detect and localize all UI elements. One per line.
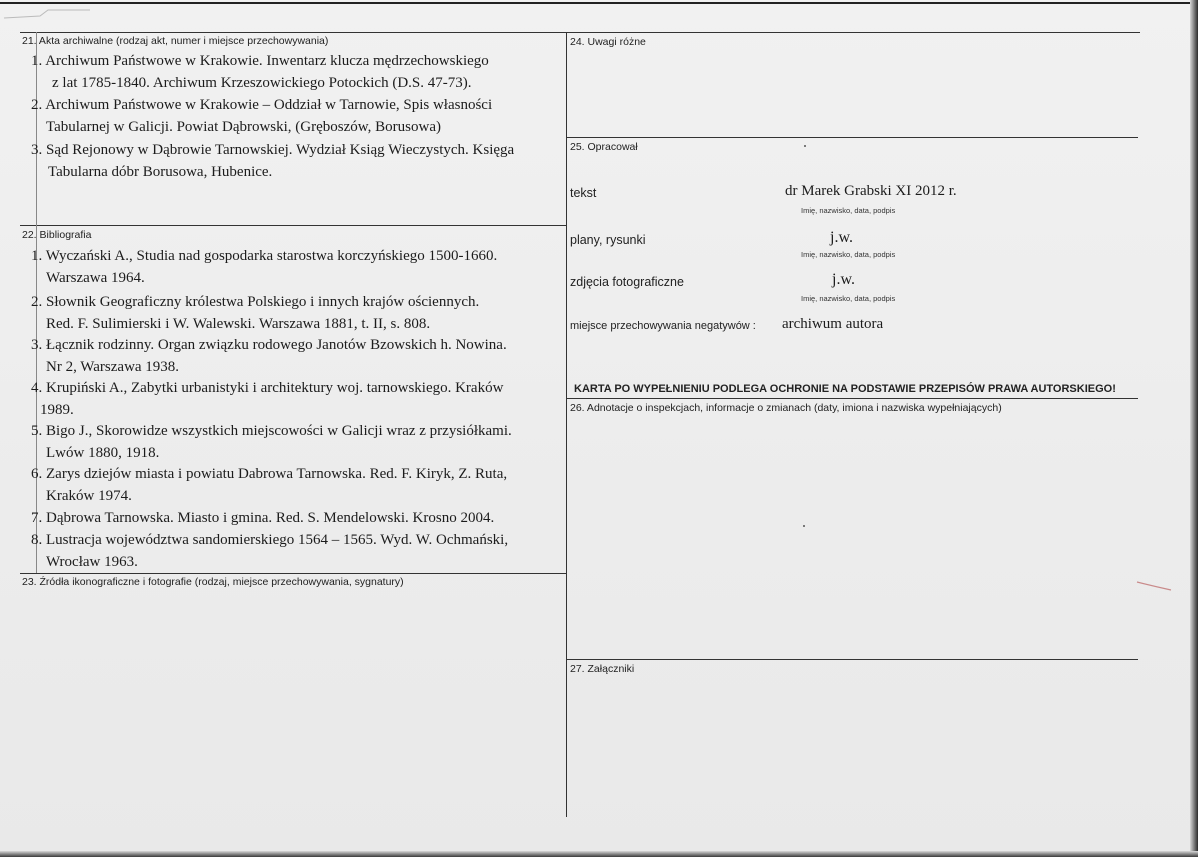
archive-entry-3 [31, 140, 514, 183]
divider-top-right [566, 32, 1140, 33]
scan-right-edge [1190, 0, 1198, 857]
text-author-value: dr Marek Grabski XI 2012 r. [785, 183, 957, 199]
entry-number: 2. [31, 294, 43, 310]
section-26-header: 26. Adnotacje o inspekcjach, informacje o zmianach (daty, imiona i nazwiska wypełniających) [570, 402, 1002, 414]
entry-number: 7. [31, 510, 43, 526]
copyright-notice: KARTA PO WYPEŁNIENIU PODLEGA OCHRONIE NA PODSTAWIE PRZEPISÓW PRAWA AUTORSKIEGO! [574, 383, 1116, 395]
center-divider [566, 32, 567, 817]
entry-line-1: Zarys dziejów miasta i powiatu Dabrowa Tarnowska. Red. F. Kiryk, Z. Ruta, [46, 466, 508, 482]
text-author-label: tekst [570, 186, 597, 200]
entry-line-1: Dąbrowa Tarnowska. Miasto i gmina. Red. S. Mendelowski. Krosno 2004. [46, 510, 495, 526]
photos-value: j.w. [832, 271, 855, 288]
section-23-header: 23. Źródła ikonograficzne i fotografie (rodzaj, miejsce przechowywania, sygnatury) [22, 576, 404, 588]
entry-line-2: z lat 1785-1840. Archiwum Krzeszowickiego Potockich (D.S. 47-73). [52, 74, 472, 91]
text-author-caption: Imię, nazwisko, data, podpis [801, 206, 896, 215]
entry-line-1: Lustracja województwa sandomierskiego 1564 – 1565. Wyd. W. Ochmański, [46, 532, 509, 548]
bibliography-entry-7 [31, 508, 494, 530]
entry-number: 3. [31, 337, 43, 353]
entry-number: 3. [31, 142, 43, 158]
entry-line-2: Nr 2, Warszawa 1938. [46, 358, 180, 375]
section-25-header: 25. Opracował [570, 141, 638, 153]
bibliography-entry-1 [31, 246, 497, 289]
plans-value: j.w. [830, 229, 853, 246]
entry-line-2: Lwów 1880, 1918. [46, 444, 160, 461]
entry-number: 1. [31, 248, 43, 264]
divider-24-25 [566, 137, 1138, 138]
archive-entry-2 [31, 95, 492, 138]
divider-25-26 [566, 398, 1138, 399]
photos-label: zdjęcia fotograficzne [570, 275, 684, 289]
photos-caption: Imię, nazwisko, data, podpis [801, 294, 896, 303]
bibliography-entry-8 [31, 530, 508, 573]
bibliography-entry-4 [31, 378, 503, 421]
negatives-value: archiwum autora [782, 316, 884, 332]
bibliography-entry-6 [31, 464, 507, 507]
divider-22-23 [20, 573, 566, 574]
scan-bottom-edge [0, 851, 1198, 857]
entry-number: 2. [31, 97, 43, 113]
entry-line-1: Archiwum Państwowe w Krakowie. Inwentarz klucza mędrzechowskiego [45, 53, 489, 69]
entry-number: 5. [31, 423, 43, 439]
entry-line-1: Słownik Geograficzny królestwa Polskiego i innych krajów ościennych. [46, 294, 480, 310]
entry-line-2: Tabularna dóbr Borusowa, Hubenice. [48, 163, 273, 180]
entry-line-1: Łącznik rodzinny. Organ związku rodowego Janotów Bzowskich h. Nowina. [46, 337, 507, 353]
entry-line-2: Warszawa 1964. [46, 269, 145, 286]
divider-21-22 [20, 225, 566, 226]
red-mark [1135, 576, 1175, 594]
section-24-header: 24. Uwagi różne [570, 36, 646, 48]
negatives-label: miejsce przechowywania negatywów : [570, 320, 756, 332]
entry-line-1: Wyczański A., Studia nad gospodarka starostwa korczyńskiego 1500-1660. [45, 248, 498, 264]
entry-number: 8. [31, 532, 43, 548]
entry-line-2: Kraków 1974. [46, 487, 132, 504]
divider-26-27 [566, 659, 1138, 660]
scan-speck [803, 525, 805, 527]
entry-number: 1. [31, 53, 43, 69]
section-21-header: 21. Akta archiwalne (rodzaj akt, numer i miejsce przechowywania) [22, 35, 329, 47]
section-22-header: 22. Bibliografia [22, 229, 92, 241]
entry-line-1: Sąd Rejonowy w Dąbrowie Tarnowskiej. Wydział Ksiąg Wieczystych. Księga [46, 142, 515, 158]
entry-line-1: Bigo J., Skorowidze wszystkich miejscowości w Galicji wraz z przysiółkami. [46, 423, 512, 439]
section-27-header: 27. Załączniki [570, 663, 635, 675]
entry-number: 6. [31, 466, 43, 482]
divider-top-left [20, 32, 566, 33]
bibliography-entry-3 [31, 335, 507, 378]
entry-line-2: Red. F. Sulimierski i W. Walewski. Warszawa 1881, t. II, s. 808. [46, 315, 431, 332]
bibliography-entry-2 [31, 292, 479, 335]
top-edge [0, 2, 1198, 4]
entry-line-2: 1989. [40, 401, 74, 418]
plans-caption: Imię, nazwisko, data, podpis [801, 250, 896, 259]
entry-line-1: Archiwum Państwowe w Krakowie – Oddział w Tarnowie, Spis własności [45, 97, 493, 113]
entry-number: 4. [31, 380, 43, 396]
archive-entry-1 [31, 51, 489, 94]
entry-line-2: Wrocław 1963. [46, 553, 138, 570]
entry-line-1: Krupiński A., Zabytki urbanistyki i architektury woj. tarnowskiego. Kraków [46, 380, 504, 396]
corner-fold [0, 0, 100, 24]
plans-label: plany, rysunki [570, 233, 646, 247]
scan-speck [804, 145, 806, 147]
entry-line-2: Tabularnej w Galicji. Powiat Dąbrowski, (Gręboszów, Borusowa) [46, 118, 441, 135]
bibliography-entry-5 [31, 421, 512, 464]
